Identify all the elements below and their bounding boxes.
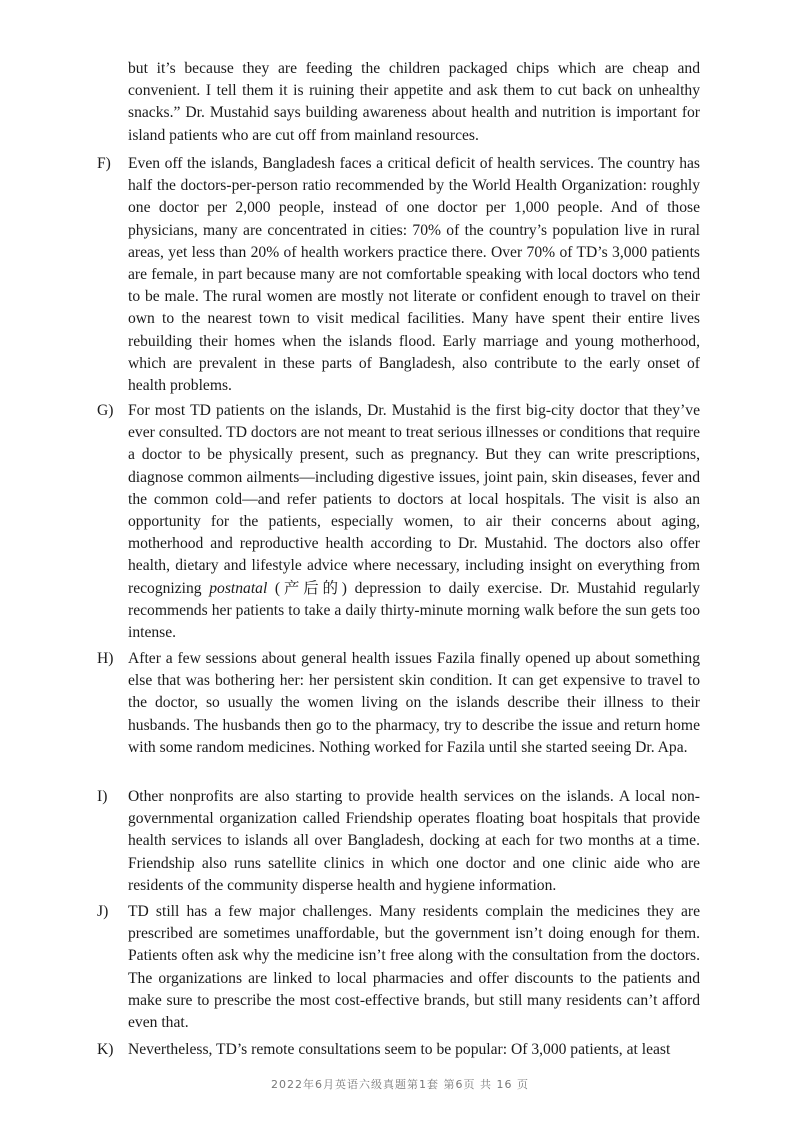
- paragraph-letter: F): [97, 155, 111, 172]
- paragraph-text-after: depression to daily exercise. Dr. Mustahid regularly recommends her patients to take a daily thirty-minute morning walk before the sun gets too intense.: [128, 579, 700, 642]
- paragraph-text: Even off the islands, Bangladesh faces a critical deficit of health services. The country has half the doctors-per-person ratio recommended by the World Health Organization: roughly one doctor per 2,000 people, instead of one doctor per 1,000 people. And of those physicians, many are concentrated in cities: 70% of the country’s population live in rural areas, yet less than 20% of health workers practice there. Over 70% of TD’s 3,000 patients are female, in part because many are not comfortable speaking with local doctors who tend to be male. The rural women are mostly not literate or confident enough to travel on their own to the nearest town to visit medical facilities. Many have spent their entire lives rebuilding their homes when the islands flood. Early marriage and young motherhood, which are prevalent in these parts of Bangladesh, also contribute to the early onset of health problems.: [128, 155, 700, 395]
- paragraph-letter: K): [97, 1041, 114, 1058]
- italic-term: postnatal: [209, 579, 268, 597]
- paragraph-h: [97, 648, 700, 759]
- paragraph-letter: G): [97, 402, 114, 419]
- paragraph-text-before: For most TD patients on the islands, Dr. Mustahid is the first big-city doctor that they’ve ever consulted. TD doctors are not meant to treat serious illnesses or conditions that require a doctor to be physically present, such as pregnancy. But they can write prescriptions, diagnose common ailments—including digestive issues, joint pain, skin diseases, fever and the common cold—and refer patients to doctors at local hospitals. The visit is also an opportunity for the patients, especially women, to air their concerns about aging, motherhood and reproductive health according to Dr. Mustahid. The doctors also offer health, dietary and lifestyle advice where necessary, including insight on everything from recognizing: [128, 402, 700, 597]
- chinese-gloss: (产后的): [267, 579, 355, 597]
- page-footer: [0, 1070, 800, 1091]
- paragraph-text: Nevertheless, TD’s remote consultations seem to be popular: Of 3,000 patients, at least: [128, 1041, 671, 1058]
- paragraph-text: TD still has a few major challenges. Many residents complain the medicines they are prescribed are sometimes unaffordable, but the government isn’t doing enough for them. Patients often ask why the medicine isn’t free along with the consultation from the doctors. The organizations are linked to local pharmacies and offer discounts to the patients and make sure to prescribe the most cost-effective brands, but still many residents can’t afford even that.: [128, 903, 700, 1032]
- paragraph-i: [97, 786, 700, 897]
- paragraph-j: [97, 901, 700, 1034]
- paragraph-letter: I): [97, 788, 108, 805]
- paragraph-f: [97, 153, 700, 397]
- paragraph-letter: J): [97, 903, 109, 920]
- footer-text: 2022年6月英语六级真题第1套 第6页 共 16 页: [271, 1078, 529, 1091]
- paragraph-g: [97, 400, 700, 644]
- continuation-paragraph: but it’s because they are feeding the children packaged chips which are cheap and convenient. I tell them it is ruining their appetite and ask them to cut back on unhealthy snacks.” Dr. Mustahid says building awareness about health and nutrition is important for island patients who are cut off from mainland resources.: [128, 60, 700, 144]
- paragraph-k: [97, 1039, 700, 1061]
- paragraph-letter: H): [97, 650, 114, 667]
- paragraph-text: [128, 400, 700, 644]
- paragraph-text: After a few sessions about general health issues Fazila finally opened up about something else that was bothering her: her persistent skin condition. It can get expensive to travel to the doctor, so usually the women living on the islands describe their illness to their husbands. The husbands then go to the pharmacy, try to describe the issue and return home with some random medicines. Nothing worked for Fazila until she started seeing Dr. Apa.: [128, 650, 700, 756]
- paragraph-text: Other nonprofits are also starting to provide health services on the islands. A local non-governmental organization called Friendship operates floating boat hospitals that provide health services to islands all over Bangladesh, docking at each for two months at a time. Friendship also runs satellite clinics in which one doctor and one clinic aide who are residents of the community disperse health and hygiene information.: [128, 788, 700, 894]
